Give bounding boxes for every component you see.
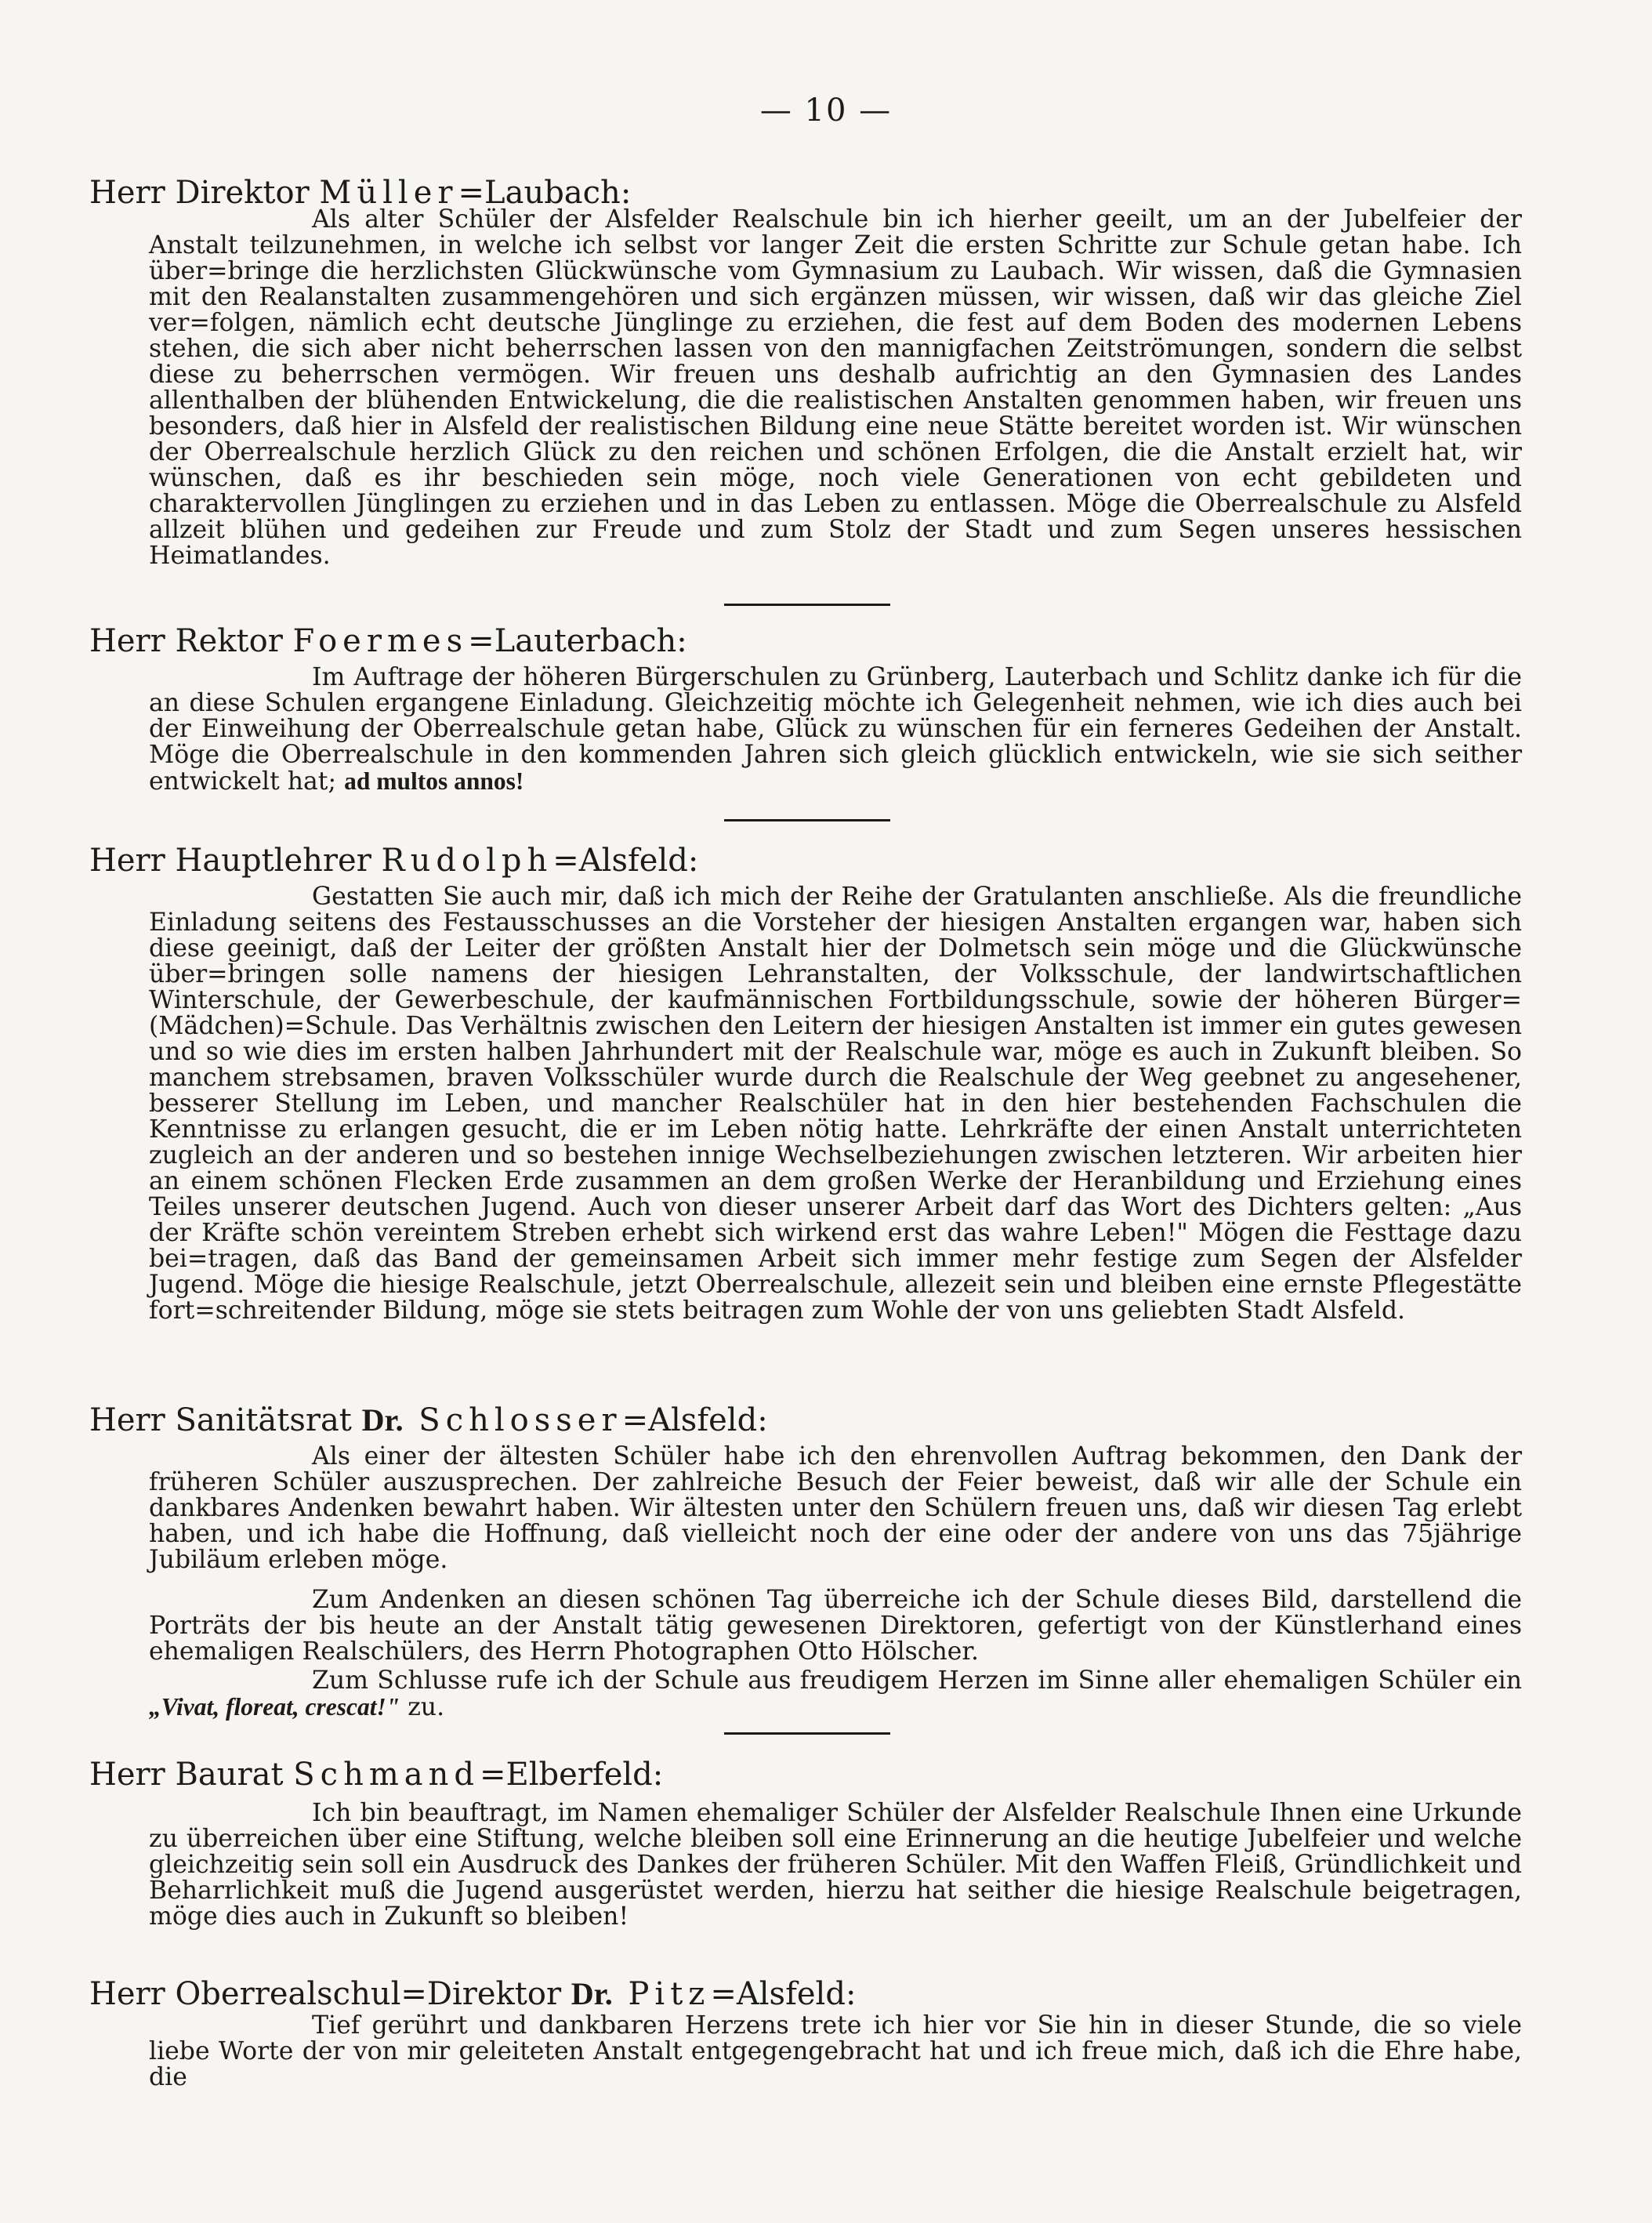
- speaker-title: Herr Hauptlehrer: [89, 843, 382, 879]
- section-divider: [724, 1732, 890, 1735]
- speaker-title: Herr Oberrealschul=Direktor: [89, 1976, 571, 2012]
- speaker-place: =Laubach:: [458, 175, 632, 211]
- speech-paragraph: Zum Andenken an diesen schönen Tag überreiche ich der Schule dieses Bild, darstellend die Porträts der bis heute an der Anstalt tätig gewesenen Direktoren, gefertigt von der Künstlerhand eines ehemaligen Realschülers, des Herrn Photographen Otto Hölscher.: [149, 1586, 1522, 1666]
- speech-paragraph: Als einer der ältesten Schüler habe ich den ehrenvollen Auftrag bekommen, den Dank der früheren Schüler auszusprechen. Der zahlreiche Besuch der Feier beweist, daß wir alle der Schule ein dankbares Andenken bewahrt haben. Wir ältesten unter den Schülern freuen uns, daß wir diesen Tag erlebt haben, und ich habe die Hoffnung, daß vielleicht noch der eine oder der andere von uns das 75jährige Jubiläum erleben möge.: [149, 1442, 1522, 1574]
- speaker-degree: Dr.: [571, 1976, 613, 2011]
- speech-text: Im Auftrage der höheren Bürgerschulen zu Grünberg, Lauterbach und Schlitz danke ich für die an diese Schulen ergangene Einladung. Gleichzeitig möchte ich Gelegenheit nehmen, wie ich dies auch bei der Einweihung der Oberrealschule getan habe, Glück zu wünschen für ein ferneres Gedeihen der Anstalt. Möge die Oberrealschule in den kommenden Jahren sich gleich glücklich entwickeln, wie sie sich seither entwickelt hat;: [149, 663, 1522, 796]
- speech-text: Zum Schlusse rufe ich der Schule aus freudigem Herzen im Sinne aller ehemaligen Schüler ein: [312, 1666, 1522, 1695]
- speech-paragraph: Tief gerührt und dankbaren Herzens trete ich hier vor Sie hin in dieser Stunde, die so viele liebe Worte der von mir geleiteten Anstalt entgegengebracht hat und ich freue mich, daß ich die Ehre habe, die: [149, 2011, 1522, 2091]
- speaker-place: =Lauterbach:: [468, 623, 687, 659]
- speaker-name: Rudolph: [381, 843, 553, 879]
- speaker-name: Pitz: [612, 1976, 711, 2012]
- speech-paragraph: Als alter Schüler der Alsfelder Realschule bin ich hierher geeilt, um an der Jubelfeier der Anstalt teilzunehmen, in welche ich selbst vor langer Zeit die ersten Schritte zur Schule getan habe. Ich über=bringe die herzlichsten Glückwünsche vom Gymnasium zu Laubach. Wir wissen, daß die Gymnasien mit den Realanstalten zusammengehören und sich ergänzen müssen, wir wissen, daß wir das gleiche Ziel ver=folgen, nämlich echt deutsche Jünglinge zu erziehen, die fest auf dem Boden des modernen Lebens stehen, die sich aber nicht beherrschen lassen von den mannigfachen Zeitströmungen, sondern die selbst diese zu beherrschen vermögen. Wir freuen uns deshalb aufrichtig an den Gymnasien des Landes allenthalben der blühenden Entwickelung, die die realistischen Anstalten genommen haben, wir freuen uns besonders, daß hier in Alsfeld der realistischen Bildung eine neue Stätte bereitet worden ist. Wir wünschen der Oberrealschule herzlich Glück zu den reichen und schönen Erfolgen, die die Anstalt erzielt hat, wir wünschen, daß es ihr beschieden sein möge, noch viele Generationen von echt gebildeten und charaktervollen Jünglingen zu erziehen und in das Leben zu entlassen. Möge die Oberrealschule zu Alsfeld allzeit blühen und gedeihen zur Freude und zum Stolz der Stadt und zum Segen unseres hessischen Heimatlandes.: [149, 205, 1522, 570]
- speech-paragraph: [149, 1668, 1522, 1721]
- speech-text-tail: zu.: [400, 1693, 445, 1721]
- speaker-place: =Alsfeld:: [710, 1976, 857, 2012]
- speaker-place: =Elberfeld:: [480, 1757, 664, 1793]
- speaker-heading-foermes: [89, 622, 687, 660]
- speaker-heading-pitz: [89, 1975, 856, 2013]
- section-divider: [724, 819, 890, 821]
- speaker-name: Schmand: [293, 1757, 480, 1793]
- speaker-name: Müller: [319, 175, 458, 211]
- speaker-place: =Alsfeld:: [552, 843, 699, 879]
- latin-phrase: „Vivat, floreat, crescat!": [149, 1693, 400, 1721]
- speaker-heading-schlosser: [89, 1402, 768, 1439]
- speaker-title: Herr Sanitätsrat: [89, 1402, 362, 1438]
- speaker-name: Foermes: [292, 623, 469, 659]
- page-number: — 10 —: [759, 92, 893, 129]
- speaker-place: =Alsfeld:: [621, 1402, 768, 1438]
- latin-phrase: ad multos annos!: [344, 767, 524, 795]
- speech-paragraph: Ich bin beauftragt, im Namen ehemaliger Schüler der Alsfelder Realschule Ihnen eine Urkunde zu überreichen über eine Stiftung, welche bleiben soll eine Erinnerung an die heutige Jubelfeier und welche gleichzeitig sein soll ein Ausdruck des Dankes der früheren Schüler. Mit den Waffen Fleiß, Gründlichkeit und Beharrlichkeit muß die Jugend ausgerüstet werden, hierzu hat seither die hiesige Realschule beigetragen, möge dies auch in Zukunft so bleiben!: [149, 1799, 1522, 1931]
- speaker-title: Herr Rektor: [89, 623, 293, 659]
- speaker-name: Schlosser: [403, 1402, 622, 1438]
- speech-paragraph: [149, 665, 1522, 795]
- speaker-heading-rudolph: [89, 842, 698, 879]
- speaker-heading-schmand: [89, 1756, 663, 1793]
- speech-paragraph: Gestatten Sie auch mir, daß ich mich der Reihe der Gratulanten anschließe. Als die freundliche Einladung seitens des Festausschusses an die Vorsteher der hiesigen Anstalten ergangen war, haben sich diese geeinigt, daß der Leiter der größten Anstalt hier der Dolmetsch sein möge und die Glückwünsche über=bringen solle namens der hiesigen Lehranstalten, der Volksschule, der landwirtschaftlichen Winterschule, der Gewerbeschule, der kaufmännischen Fortbildungsschule, sowie der höheren Bürger=(Mädchen)=Schule. Das Verhältnis zwischen den Leitern der hiesigen Anstalten ist immer ein gutes gewesen und so wie dies im ersten halben Jahrhundert mit der Realschule war, möge es auch in Zukunft bleiben. So manchem strebsamen, braven Volksschüler wurde durch die Realschule der Weg geebnet zu angesehener, besserer Stellung im Leben, und mancher Realschüler hat in den hier bestehenden Fachschulen die Kenntnisse zu erlangen gesucht, die er im Leben nötig hatte. Lehrkräfte der einen Anstalt unterrichteten zugleich an der anderen und so bestehen innige Wechselbeziehungen zwischen letzteren. Wir arbeiten hier an einem schönen Flecken Erde zusammen an dem großen Werke der Heranbildung und Erziehung eines Teiles unserer deutschen Jugend. Auch von dieser unserer Arbeit darf das Wort des Dichters gelten: „Aus der Kräfte schön vereintem Streben erhebt sich wirkend erst das wahre Leben!" Mögen die Festtage dazu bei=tragen, daß das Band der gemeinsamen Arbeit sich immer mehr festige zum Segen der Alsfelder Jugend. Möge die hiesige Realschule, jetzt Oberrealschule, allezeit sein und bleiben eine ernste Pflegestätte fort=schreitender Bildung, möge sie stets beitragen zum Wohle der von uns geliebten Stadt Alsfeld.: [149, 883, 1522, 1325]
- speaker-title: Herr Direktor: [89, 175, 320, 211]
- section-divider: [724, 604, 890, 606]
- speaker-degree: Dr.: [361, 1402, 404, 1438]
- speaker-title: Herr Baurat: [89, 1757, 294, 1793]
